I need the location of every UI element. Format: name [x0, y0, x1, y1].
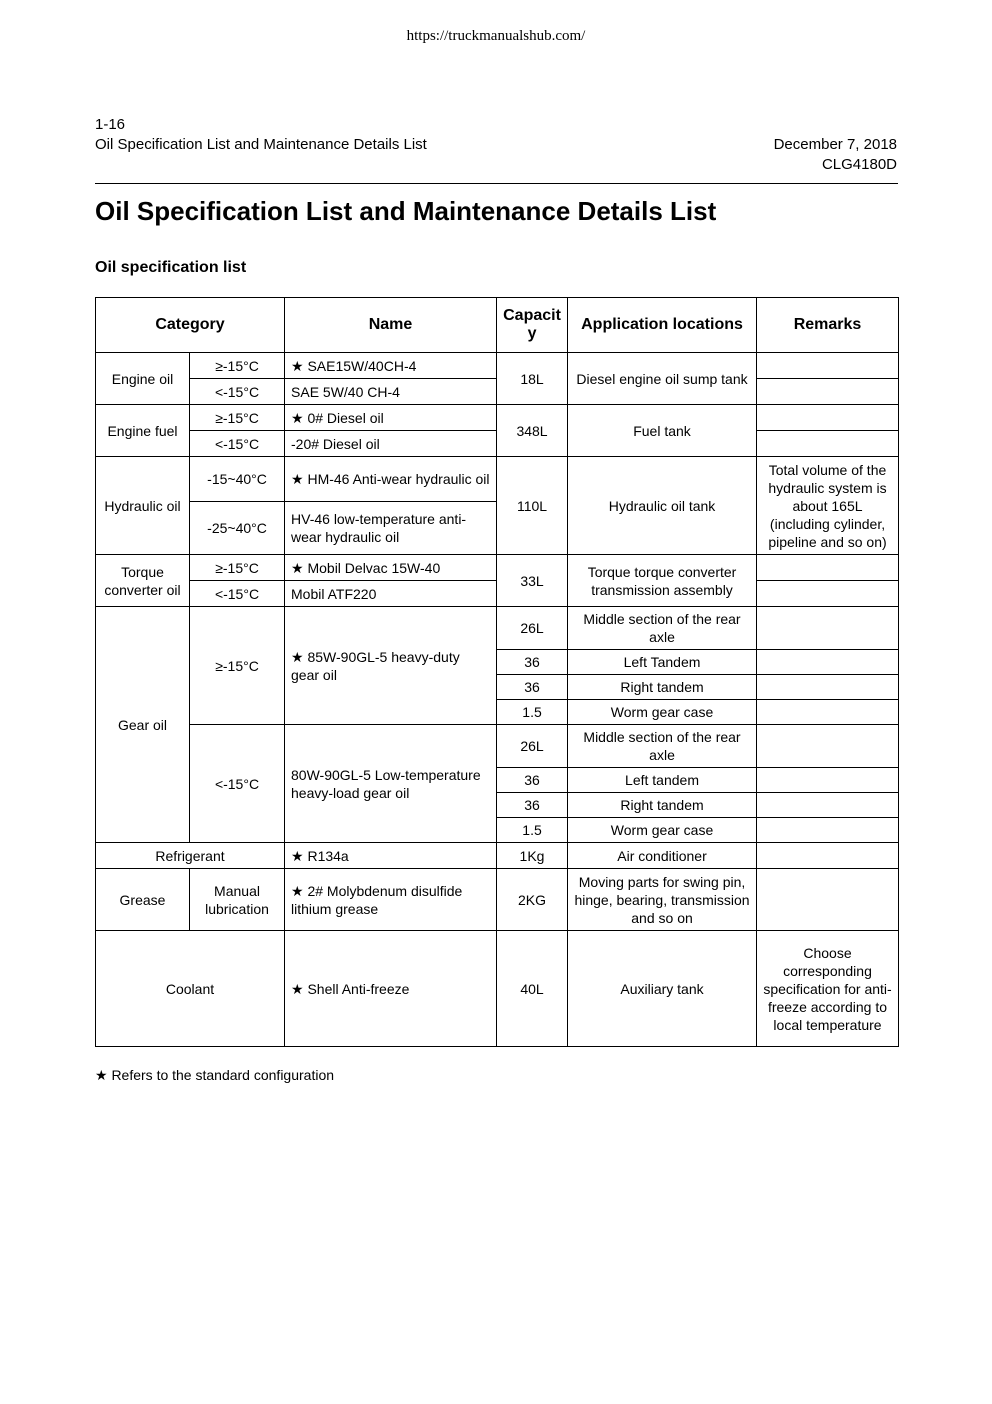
header-remarks: Remarks: [757, 298, 899, 353]
capacity-cell: 36: [497, 675, 568, 700]
capacity-cell: 1.5: [497, 818, 568, 843]
header-category: Category: [96, 298, 285, 353]
running-header-left: [95, 115, 427, 155]
remarks-cell: [757, 581, 899, 607]
category-cell: Grease: [96, 869, 190, 931]
application-cell: Left tandem: [568, 768, 757, 793]
application-cell: Torque torque converter transmission assembly: [568, 555, 757, 607]
table-header-row: [96, 298, 899, 353]
table-row: [96, 843, 899, 869]
table-row: [96, 405, 899, 431]
remarks-cell: [757, 431, 899, 457]
name-cell: ★ Shell Anti-freeze: [285, 931, 497, 1047]
header-name: Name: [285, 298, 497, 353]
capacity-cell: 110L: [497, 457, 568, 555]
category-cell: Coolant: [96, 931, 285, 1047]
temperature-cell: ≥-15°C: [190, 555, 285, 581]
remarks-cell: [757, 818, 899, 843]
temperature-cell: ≥-15°C: [190, 353, 285, 379]
name-cell: ★ 2# Molybdenum disulfide lithium grease: [285, 869, 497, 931]
application-cell: Middle section of the rear axle: [568, 607, 757, 650]
temperature-cell: -15~40°C: [190, 457, 285, 502]
remarks-cell: Total volume of the hydraulic system is about 165L (including cylinder, pipeline and so on): [757, 457, 899, 555]
capacity-cell: 36: [497, 768, 568, 793]
capacity-cell: 1.5: [497, 700, 568, 725]
remarks-cell: [757, 725, 899, 768]
section-title: Oil specification list: [95, 259, 247, 276]
remarks-cell: [757, 700, 899, 725]
capacity-cell: 2KG: [497, 869, 568, 931]
remarks-cell: [757, 405, 899, 431]
remarks-cell: [757, 555, 899, 581]
name-cell: ★ HM-46 Anti-wear hydraulic oil: [285, 457, 497, 502]
category-cell: Engine fuel: [96, 405, 190, 457]
category-cell: Hydraulic oil: [96, 457, 190, 555]
table-row: [96, 869, 899, 931]
model-code: CLG4180D: [821, 156, 897, 173]
name-cell: ★ 0# Diesel oil: [285, 405, 497, 431]
application-cell: Fuel tank: [568, 405, 757, 457]
header-capacity: Capacity: [497, 298, 568, 353]
application-cell: Right tandem: [568, 793, 757, 818]
page-title: Oil Specification List and Maintenance Details List: [95, 196, 717, 226]
table-row: [96, 931, 899, 1047]
remarks-cell: [757, 793, 899, 818]
application-cell: Air conditioner: [568, 843, 757, 869]
capacity-cell: 40L: [497, 931, 568, 1047]
capacity-cell: 33L: [497, 555, 568, 607]
remarks-cell: [757, 650, 899, 675]
remarks-cell: [757, 869, 899, 931]
running-header-right: [774, 135, 897, 175]
name-cell: SAE 5W/40 CH-4: [285, 379, 497, 405]
capacity-cell: 26L: [497, 725, 568, 768]
name-cell: ★ SAE15W/40CH-4: [285, 353, 497, 379]
name-cell: ★ R134a: [285, 843, 497, 869]
capacity-cell: 36: [497, 650, 568, 675]
remarks-cell: [757, 379, 899, 405]
document-date: December 7, 2018: [773, 136, 897, 153]
subcategory-cell: Manual lubrication: [190, 869, 285, 931]
name-cell: -20# Diesel oil: [285, 431, 497, 457]
name-cell: Mobil ATF220: [285, 581, 497, 607]
temperature-cell: ≥-15°C: [190, 607, 285, 725]
name-cell: HV-46 low-temperature anti-wear hydraulic oil: [285, 502, 497, 555]
table-row: [96, 353, 899, 379]
running-title: Oil Specification List and Maintenance Details List: [95, 136, 427, 153]
capacity-cell: 348L: [497, 405, 568, 457]
footnote: ★ Refers to the standard configuration: [95, 1067, 335, 1083]
temperature-cell: <-15°C: [190, 725, 285, 843]
source-url: https://truckmanualshub.com/: [406, 28, 586, 44]
remarks-cell: [757, 607, 899, 650]
temperature-cell: <-15°C: [190, 379, 285, 405]
temperature-cell: -25~40°C: [190, 502, 285, 555]
header-application: Application locations: [568, 298, 757, 353]
application-cell: Auxiliary tank: [568, 931, 757, 1047]
application-cell: Worm gear case: [568, 818, 757, 843]
table-row: [96, 607, 899, 650]
category-cell: Gear oil: [96, 607, 190, 843]
page-number: 1-16: [95, 116, 126, 133]
capacity-cell: 18L: [497, 353, 568, 405]
name-cell: ★ Mobil Delvac 15W-40: [285, 555, 497, 581]
temperature-cell: <-15°C: [190, 431, 285, 457]
header-divider: [95, 183, 898, 184]
application-cell: Middle section of the rear axle: [568, 725, 757, 768]
application-cell: Worm gear case: [568, 700, 757, 725]
table-row: [96, 457, 899, 502]
category-cell: Engine oil: [96, 353, 190, 405]
table-row: [96, 555, 899, 581]
temperature-cell: <-15°C: [190, 581, 285, 607]
capacity-cell: 36: [497, 793, 568, 818]
remarks-cell: [757, 675, 899, 700]
category-cell: Refrigerant: [96, 843, 285, 869]
remarks-cell: Choose corresponding specification for anti-freeze according to local temperature: [757, 931, 899, 1047]
table-row: [96, 725, 899, 768]
application-cell: Left Tandem: [568, 650, 757, 675]
application-cell: Right tandem: [568, 675, 757, 700]
capacity-cell: 26L: [497, 607, 568, 650]
application-cell: Hydraulic oil tank: [568, 457, 757, 555]
name-cell: 80W-90GL-5 Low-temperature heavy-load gear oil: [285, 725, 497, 843]
name-cell: ★ 85W-90GL-5 heavy-duty gear oil: [285, 607, 497, 725]
temperature-cell: ≥-15°C: [190, 405, 285, 431]
remarks-cell: [757, 768, 899, 793]
remarks-cell: [757, 843, 899, 869]
category-cell: Torque converter oil: [96, 555, 190, 607]
capacity-cell: 1Kg: [497, 843, 568, 869]
application-cell: Moving parts for swing pin, hinge, bearing, transmission and so on: [568, 869, 757, 931]
remarks-cell: [757, 353, 899, 379]
oil-specification-table: [95, 297, 899, 1047]
application-cell: Diesel engine oil sump tank: [568, 353, 757, 405]
